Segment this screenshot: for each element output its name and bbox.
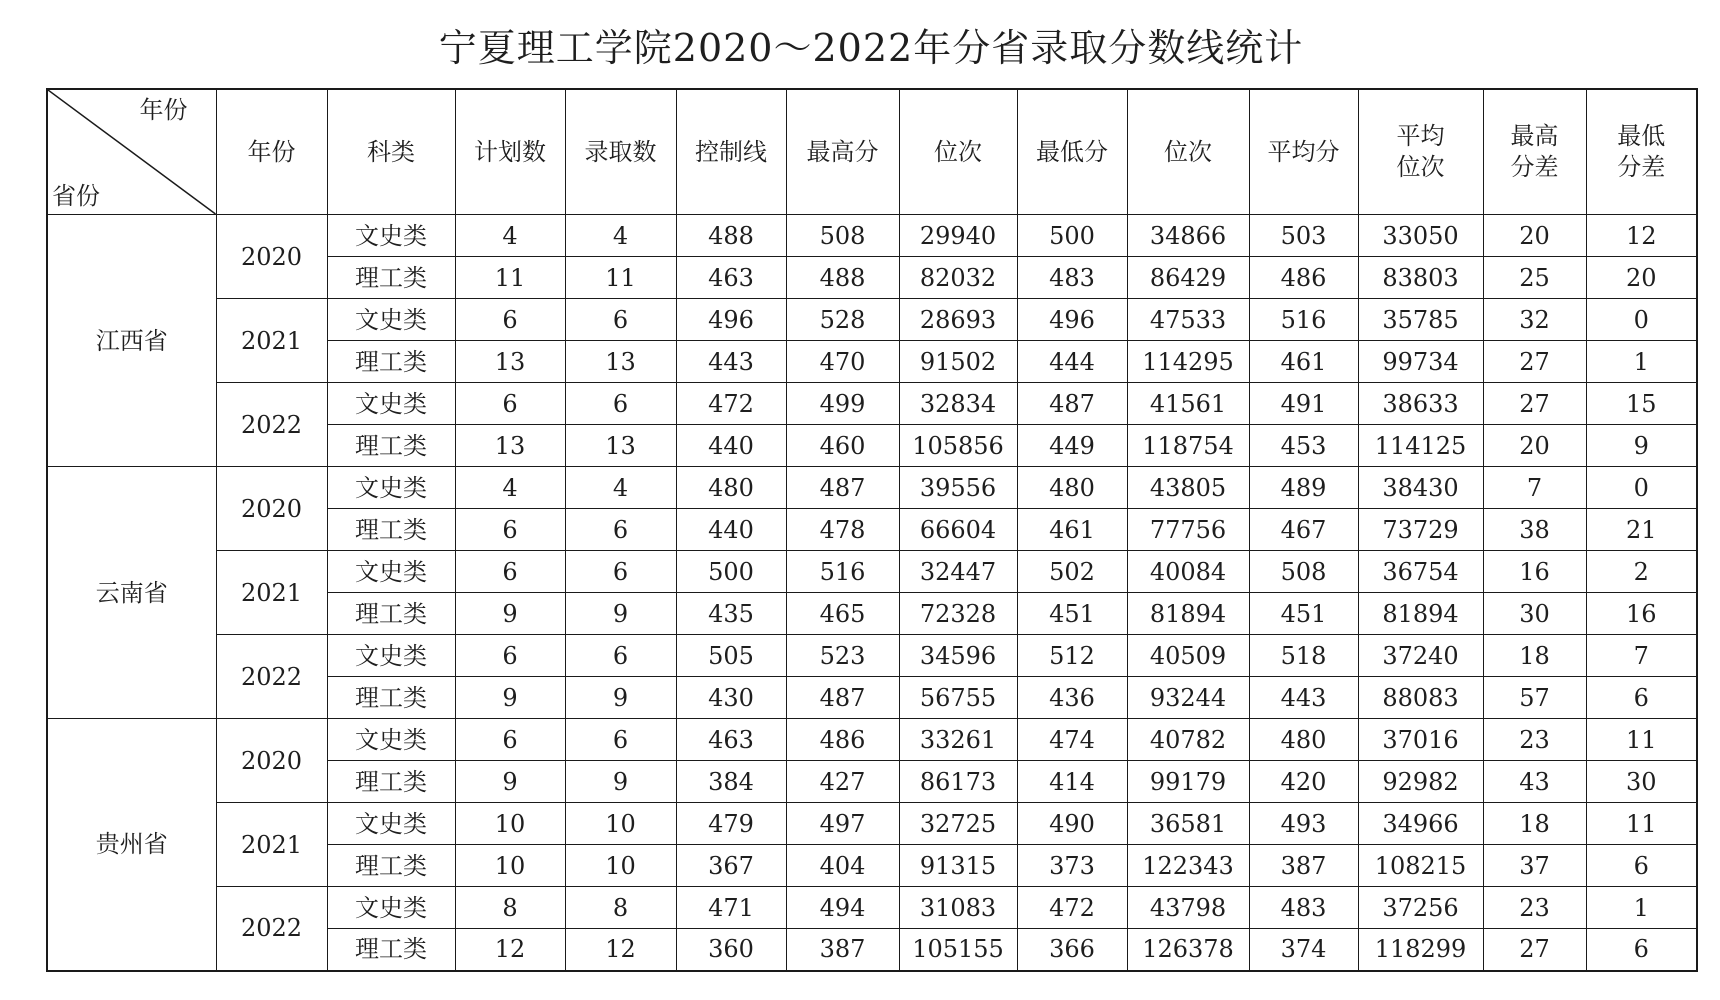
max-diff-cell: 32 [1483, 299, 1586, 341]
min-score-cell: 480 [1017, 467, 1127, 509]
plan-count-cell: 4 [455, 215, 565, 257]
subject-cell: 文史类 [327, 383, 455, 425]
avg-rank-cell: 34966 [1358, 803, 1483, 845]
max-score-cell: 470 [786, 341, 899, 383]
subject-cell: 理工类 [327, 929, 455, 971]
table-row [47, 467, 1697, 509]
max-score-cell: 460 [786, 425, 899, 467]
control-line-cell: 471 [676, 887, 786, 929]
table-row [47, 383, 1697, 425]
max-rank-cell: 105856 [899, 425, 1017, 467]
avg-score-cell: 503 [1249, 215, 1358, 257]
subject-cell: 理工类 [327, 425, 455, 467]
header-avg-score: 平均分 [1249, 89, 1358, 215]
avg-rank-cell: 108215 [1358, 845, 1483, 887]
max-diff-cell: 23 [1483, 887, 1586, 929]
plan-count-cell: 8 [455, 887, 565, 929]
min-rank-cell: 40782 [1127, 719, 1249, 761]
max-diff-cell: 27 [1483, 929, 1586, 971]
header-max-score: 最高分 [786, 89, 899, 215]
subject-cell: 文史类 [327, 215, 455, 257]
min-rank-cell: 47533 [1127, 299, 1249, 341]
avg-score-cell: 491 [1249, 383, 1358, 425]
max-score-cell: 516 [786, 551, 899, 593]
admitted-count-cell: 9 [565, 677, 676, 719]
corner-label-province: 省份 [52, 182, 100, 210]
min-diff-cell: 6 [1586, 677, 1697, 719]
province-cell: 云南省 [47, 467, 216, 719]
min-score-cell: 436 [1017, 677, 1127, 719]
max-score-cell: 487 [786, 467, 899, 509]
min-score-cell: 502 [1017, 551, 1127, 593]
header-control-line: 控制线 [676, 89, 786, 215]
plan-count-cell: 9 [455, 677, 565, 719]
table-header [47, 89, 1697, 215]
min-rank-cell: 43798 [1127, 887, 1249, 929]
header-min-rank: 位次 [1127, 89, 1249, 215]
min-score-cell: 444 [1017, 341, 1127, 383]
plan-count-cell: 6 [455, 299, 565, 341]
admitted-count-cell: 6 [565, 509, 676, 551]
control-line-cell: 435 [676, 593, 786, 635]
max-rank-cell: 31083 [899, 887, 1017, 929]
min-score-cell: 483 [1017, 257, 1127, 299]
admission-score-table [46, 88, 1698, 972]
year-cell: 2022 [216, 887, 327, 971]
min-diff-cell: 20 [1586, 257, 1697, 299]
min-diff-cell: 11 [1586, 719, 1697, 761]
admitted-count-cell: 10 [565, 845, 676, 887]
corner-label-year: 年份 [139, 96, 188, 124]
header-min-score: 最低分 [1017, 89, 1127, 215]
min-rank-cell: 86429 [1127, 257, 1249, 299]
max-score-cell: 488 [786, 257, 899, 299]
control-line-cell: 443 [676, 341, 786, 383]
min-diff-cell: 0 [1586, 467, 1697, 509]
plan-count-cell: 10 [455, 845, 565, 887]
min-diff-cell: 21 [1586, 509, 1697, 551]
min-rank-cell: 41561 [1127, 383, 1249, 425]
plan-count-cell: 6 [455, 719, 565, 761]
max-diff-cell: 23 [1483, 719, 1586, 761]
admitted-count-cell: 6 [565, 635, 676, 677]
avg-score-cell: 516 [1249, 299, 1358, 341]
max-diff-cell: 57 [1483, 677, 1586, 719]
avg-score-cell: 486 [1249, 257, 1358, 299]
table-row [47, 635, 1697, 677]
max-rank-cell: 72328 [899, 593, 1017, 635]
subject-cell: 理工类 [327, 845, 455, 887]
avg-rank-cell: 114125 [1358, 425, 1483, 467]
min-score-cell: 373 [1017, 845, 1127, 887]
control-line-cell: 505 [676, 635, 786, 677]
min-rank-cell: 93244 [1127, 677, 1249, 719]
admitted-count-cell: 9 [565, 761, 676, 803]
admitted-count-cell: 8 [565, 887, 676, 929]
max-rank-cell: 32447 [899, 551, 1017, 593]
year-cell: 2020 [216, 719, 327, 803]
admitted-count-cell: 6 [565, 551, 676, 593]
max-rank-cell: 91315 [899, 845, 1017, 887]
province-cell: 江西省 [47, 215, 216, 467]
header-year: 年份 [216, 89, 327, 215]
subject-cell: 理工类 [327, 509, 455, 551]
max-score-cell: 494 [786, 887, 899, 929]
min-rank-cell: 43805 [1127, 467, 1249, 509]
min-diff-cell: 1 [1586, 887, 1697, 929]
max-diff-cell: 16 [1483, 551, 1586, 593]
plan-count-cell: 6 [455, 635, 565, 677]
subject-cell: 文史类 [327, 635, 455, 677]
header-row [47, 89, 1697, 215]
table-row [47, 551, 1697, 593]
province-cell: 贵州省 [47, 719, 216, 971]
control-line-cell: 480 [676, 467, 786, 509]
header-avg-rank: 平均 位次 [1358, 89, 1483, 215]
min-rank-cell: 36581 [1127, 803, 1249, 845]
document-title: 宁夏理工学院2020～2022年分省录取分数线统计 [438, 26, 1304, 70]
max-rank-cell: 86173 [899, 761, 1017, 803]
admitted-count-cell: 9 [565, 593, 676, 635]
avg-rank-cell: 73729 [1358, 509, 1483, 551]
avg-rank-cell: 37016 [1358, 719, 1483, 761]
control-line-cell: 384 [676, 761, 786, 803]
table-row [47, 719, 1697, 761]
max-score-cell: 486 [786, 719, 899, 761]
avg-rank-cell: 99734 [1358, 341, 1483, 383]
avg-score-cell: 451 [1249, 593, 1358, 635]
control-line-cell: 430 [676, 677, 786, 719]
min-rank-cell: 118754 [1127, 425, 1249, 467]
table-row [47, 887, 1697, 929]
avg-score-cell: 461 [1249, 341, 1358, 383]
avg-rank-cell: 81894 [1358, 593, 1483, 635]
year-cell: 2020 [216, 467, 327, 551]
year-cell: 2022 [216, 635, 327, 719]
max-diff-cell: 20 [1483, 215, 1586, 257]
admitted-count-cell: 6 [565, 719, 676, 761]
min-score-cell: 366 [1017, 929, 1127, 971]
subject-cell: 文史类 [327, 887, 455, 929]
max-rank-cell: 34596 [899, 635, 1017, 677]
avg-score-cell: 493 [1249, 803, 1358, 845]
avg-rank-cell: 83803 [1358, 257, 1483, 299]
min-score-cell: 414 [1017, 761, 1127, 803]
subject-cell: 理工类 [327, 761, 455, 803]
avg-rank-cell: 38430 [1358, 467, 1483, 509]
min-rank-cell: 77756 [1127, 509, 1249, 551]
plan-count-cell: 6 [455, 551, 565, 593]
min-diff-cell: 7 [1586, 635, 1697, 677]
plan-count-cell: 9 [455, 761, 565, 803]
control-line-cell: 500 [676, 551, 786, 593]
max-score-cell: 387 [786, 929, 899, 971]
min-score-cell: 487 [1017, 383, 1127, 425]
max-score-cell: 487 [786, 677, 899, 719]
max-rank-cell: 66604 [899, 509, 1017, 551]
table-row [47, 215, 1697, 257]
avg-score-cell: 453 [1249, 425, 1358, 467]
min-diff-cell: 15 [1586, 383, 1697, 425]
control-line-cell: 367 [676, 845, 786, 887]
max-score-cell: 465 [786, 593, 899, 635]
header-admitted-count: 录取数 [565, 89, 676, 215]
header-max-diff: 最高 分差 [1483, 89, 1586, 215]
control-line-cell: 463 [676, 257, 786, 299]
min-rank-cell: 34866 [1127, 215, 1249, 257]
control-line-cell: 440 [676, 425, 786, 467]
max-diff-cell: 27 [1483, 383, 1586, 425]
max-rank-cell: 33261 [899, 719, 1017, 761]
max-score-cell: 427 [786, 761, 899, 803]
min-score-cell: 461 [1017, 509, 1127, 551]
control-line-cell: 488 [676, 215, 786, 257]
avg-rank-cell: 33050 [1358, 215, 1483, 257]
admitted-count-cell: 6 [565, 383, 676, 425]
plan-count-cell: 6 [455, 383, 565, 425]
min-diff-cell: 6 [1586, 845, 1697, 887]
min-diff-cell: 6 [1586, 929, 1697, 971]
max-diff-cell: 25 [1483, 257, 1586, 299]
plan-count-cell: 12 [455, 929, 565, 971]
max-diff-cell: 18 [1483, 803, 1586, 845]
plan-count-cell: 13 [455, 341, 565, 383]
min-score-cell: 500 [1017, 215, 1127, 257]
max-score-cell: 499 [786, 383, 899, 425]
avg-rank-cell: 88083 [1358, 677, 1483, 719]
max-score-cell: 497 [786, 803, 899, 845]
subject-cell: 理工类 [327, 593, 455, 635]
subject-cell: 文史类 [327, 299, 455, 341]
min-score-cell: 449 [1017, 425, 1127, 467]
control-line-cell: 463 [676, 719, 786, 761]
admitted-count-cell: 13 [565, 425, 676, 467]
admitted-count-cell: 12 [565, 929, 676, 971]
max-diff-cell: 7 [1483, 467, 1586, 509]
min-rank-cell: 122343 [1127, 845, 1249, 887]
avg-rank-cell: 92982 [1358, 761, 1483, 803]
admitted-count-cell: 4 [565, 215, 676, 257]
min-score-cell: 512 [1017, 635, 1127, 677]
max-rank-cell: 91502 [899, 341, 1017, 383]
header-subject: 科类 [327, 89, 455, 215]
avg-score-cell: 374 [1249, 929, 1358, 971]
min-score-cell: 472 [1017, 887, 1127, 929]
admitted-count-cell: 11 [565, 257, 676, 299]
admitted-count-cell: 6 [565, 299, 676, 341]
min-score-cell: 451 [1017, 593, 1127, 635]
max-diff-cell: 38 [1483, 509, 1586, 551]
avg-score-cell: 387 [1249, 845, 1358, 887]
min-diff-cell: 30 [1586, 761, 1697, 803]
avg-rank-cell: 38633 [1358, 383, 1483, 425]
max-diff-cell: 18 [1483, 635, 1586, 677]
table-body [47, 215, 1697, 971]
control-line-cell: 496 [676, 299, 786, 341]
plan-count-cell: 6 [455, 509, 565, 551]
min-rank-cell: 126378 [1127, 929, 1249, 971]
min-diff-cell: 0 [1586, 299, 1697, 341]
subject-cell: 理工类 [327, 341, 455, 383]
control-line-cell: 440 [676, 509, 786, 551]
table-row [47, 299, 1697, 341]
avg-score-cell: 420 [1249, 761, 1358, 803]
subject-cell: 文史类 [327, 467, 455, 509]
control-line-cell: 360 [676, 929, 786, 971]
plan-count-cell: 11 [455, 257, 565, 299]
max-rank-cell: 32725 [899, 803, 1017, 845]
avg-score-cell: 518 [1249, 635, 1358, 677]
plan-count-cell: 10 [455, 803, 565, 845]
max-diff-cell: 30 [1483, 593, 1586, 635]
min-diff-cell: 1 [1586, 341, 1697, 383]
min-diff-cell: 9 [1586, 425, 1697, 467]
subject-cell: 理工类 [327, 677, 455, 719]
min-diff-cell: 11 [1586, 803, 1697, 845]
avg-score-cell: 508 [1249, 551, 1358, 593]
table-row [47, 803, 1697, 845]
max-rank-cell: 105155 [899, 929, 1017, 971]
avg-score-cell: 443 [1249, 677, 1358, 719]
header-plan-count: 计划数 [455, 89, 565, 215]
max-rank-cell: 56755 [899, 677, 1017, 719]
avg-score-cell: 480 [1249, 719, 1358, 761]
avg-rank-cell: 118299 [1358, 929, 1483, 971]
max-score-cell: 478 [786, 509, 899, 551]
max-rank-cell: 82032 [899, 257, 1017, 299]
min-score-cell: 474 [1017, 719, 1127, 761]
min-rank-cell: 99179 [1127, 761, 1249, 803]
min-rank-cell: 81894 [1127, 593, 1249, 635]
max-rank-cell: 32834 [899, 383, 1017, 425]
min-diff-cell: 16 [1586, 593, 1697, 635]
admitted-count-cell: 4 [565, 467, 676, 509]
subject-cell: 文史类 [327, 803, 455, 845]
min-rank-cell: 114295 [1127, 341, 1249, 383]
max-score-cell: 508 [786, 215, 899, 257]
corner-header-cell [47, 89, 216, 215]
max-diff-cell: 27 [1483, 341, 1586, 383]
avg-rank-cell: 36754 [1358, 551, 1483, 593]
max-rank-cell: 39556 [899, 467, 1017, 509]
max-diff-cell: 37 [1483, 845, 1586, 887]
year-cell: 2022 [216, 383, 327, 467]
min-score-cell: 490 [1017, 803, 1127, 845]
plan-count-cell: 13 [455, 425, 565, 467]
max-diff-cell: 20 [1483, 425, 1586, 467]
plan-count-cell: 4 [455, 467, 565, 509]
min-diff-cell: 12 [1586, 215, 1697, 257]
max-score-cell: 523 [786, 635, 899, 677]
max-diff-cell: 43 [1483, 761, 1586, 803]
subject-cell: 文史类 [327, 551, 455, 593]
avg-score-cell: 467 [1249, 509, 1358, 551]
max-rank-cell: 29940 [899, 215, 1017, 257]
min-rank-cell: 40509 [1127, 635, 1249, 677]
avg-rank-cell: 37256 [1358, 887, 1483, 929]
max-rank-cell: 28693 [899, 299, 1017, 341]
control-line-cell: 472 [676, 383, 786, 425]
avg-score-cell: 483 [1249, 887, 1358, 929]
avg-score-cell: 489 [1249, 467, 1358, 509]
avg-rank-cell: 37240 [1358, 635, 1483, 677]
year-cell: 2021 [216, 803, 327, 887]
min-diff-cell: 2 [1586, 551, 1697, 593]
plan-count-cell: 9 [455, 593, 565, 635]
control-line-cell: 479 [676, 803, 786, 845]
min-score-cell: 496 [1017, 299, 1127, 341]
admitted-count-cell: 10 [565, 803, 676, 845]
max-score-cell: 528 [786, 299, 899, 341]
subject-cell: 理工类 [327, 257, 455, 299]
year-cell: 2021 [216, 299, 327, 383]
year-cell: 2020 [216, 215, 327, 299]
avg-rank-cell: 35785 [1358, 299, 1483, 341]
header-max-rank: 位次 [899, 89, 1017, 215]
min-rank-cell: 40084 [1127, 551, 1249, 593]
year-cell: 2021 [216, 551, 327, 635]
header-min-diff: 最低 分差 [1586, 89, 1697, 215]
max-score-cell: 404 [786, 845, 899, 887]
subject-cell: 文史类 [327, 719, 455, 761]
admitted-count-cell: 13 [565, 341, 676, 383]
